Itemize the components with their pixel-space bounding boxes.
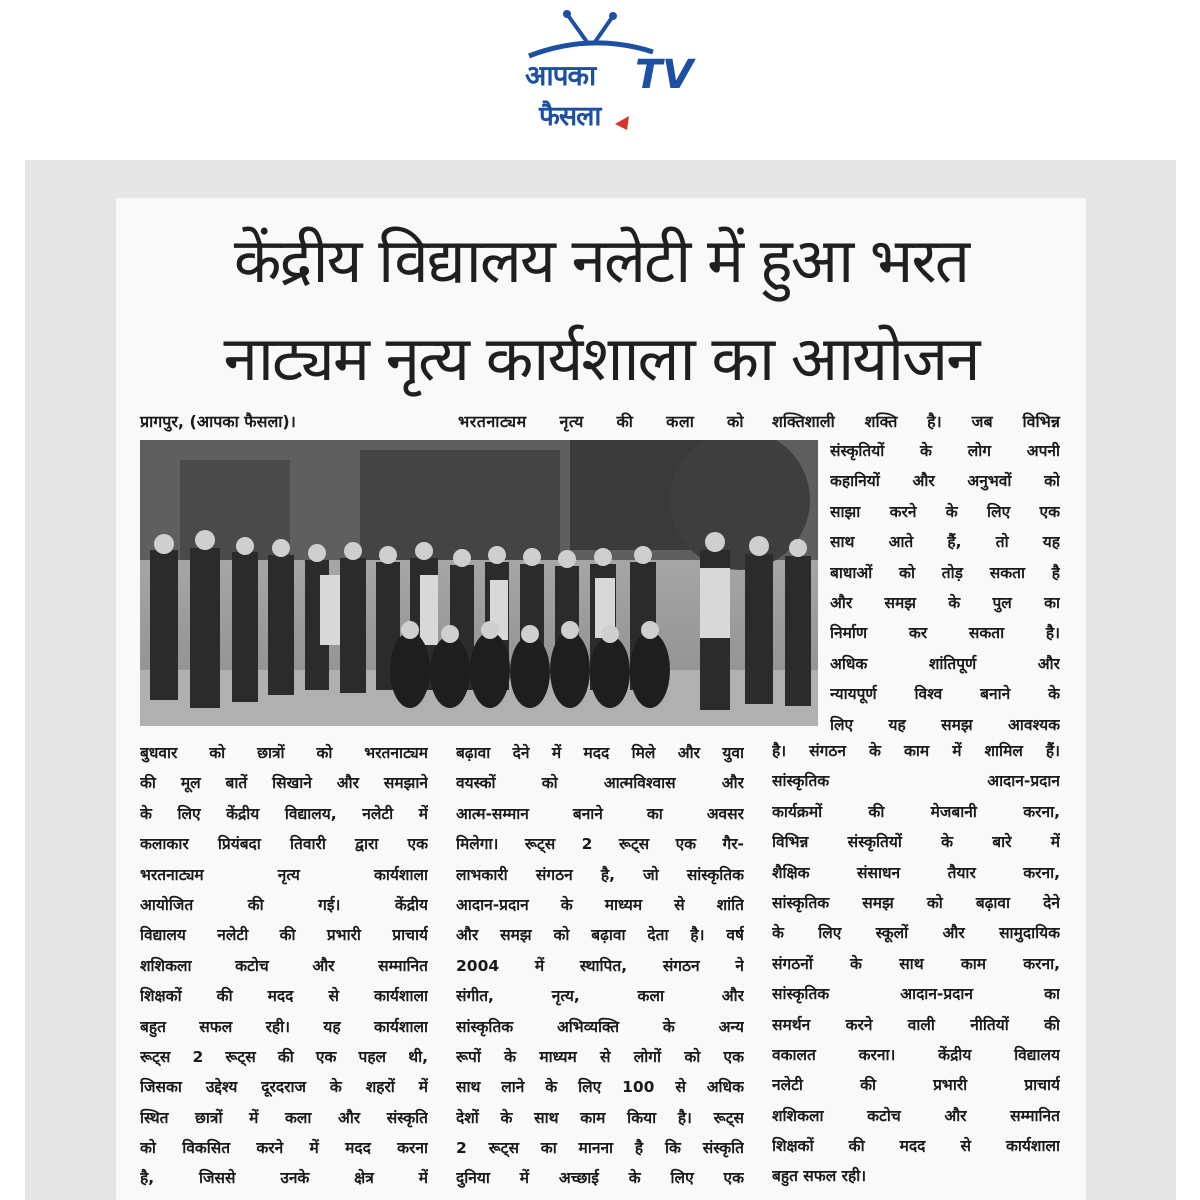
text-line: बहुत सफल रही। यह कार्यशाला: [140, 1017, 428, 1036]
middle-column: [456, 738, 744, 1194]
text-line: नलेटी की प्रभारी प्राचार्य: [772, 1076, 1060, 1095]
text-line: लाभकारी संगठन है, जो सांस्कृतिक: [456, 865, 744, 884]
text-line: के लिए केंद्रीय विद्यालय, नलेटी में: [140, 804, 428, 823]
text-line: शिक्षकों की मदद से कार्यशाला: [772, 1137, 1060, 1156]
text-line: साथ लाने के लिए 100 से अधिक: [456, 1078, 744, 1097]
right-column-lower: [772, 736, 1060, 1192]
text-line: की मूल बातें सिखाने और समझाने: [140, 774, 428, 793]
text-line: बाधाओं को तोड़ सकता है: [830, 563, 1060, 582]
text-line: संगठनों के साथ काम करना,: [772, 954, 1060, 973]
left-column: [140, 738, 428, 1194]
text-line: और समझ के पुल का: [830, 593, 1060, 612]
text-line: सांस्कृतिक समझ को बढ़ावा देने: [772, 893, 1060, 912]
text-line: बढ़ावा देने में मदद मिले और युवा: [456, 744, 744, 762]
brand-logo[interactable]: [515, 8, 694, 148]
text-line: कार्यक्रमों की मेजबानी करना,: [772, 802, 1060, 821]
text-line: दुनिया में अच्छाई के लिए एक: [456, 1169, 744, 1188]
text-line: 2004 में स्थापित, संगठन ने: [456, 956, 744, 975]
text-line: सांस्कृतिक अभिव्यक्ति के अन्य: [456, 1017, 744, 1036]
text-line: शैक्षिक संसाधन तैयार करना,: [772, 863, 1060, 882]
text-line: है। संगठन के काम में शामिल हैं।: [772, 742, 1060, 760]
article-headline: [128, 212, 1074, 408]
logo-tv-mark: TV: [635, 52, 694, 98]
text-line: रूपों के माध्यम से लोगों को एक: [456, 1047, 744, 1066]
text-line: है, जिससे उनके क्षेत्र में: [140, 1169, 428, 1188]
text-line: वकालत करना। केंद्रीय विद्यालय: [772, 1045, 1060, 1064]
text-line: सांस्कृतिक आदान-प्रदान का: [772, 985, 1060, 1004]
text-line: भरतनाट्यम नृत्य कार्यशाला: [140, 865, 428, 884]
text-line: बहुत सफल रही।: [772, 1167, 867, 1186]
text-line: शिक्षकों की मदद से कार्यशाला: [140, 987, 428, 1006]
text-line: वयस्कों को आत्मविश्वास और: [456, 774, 744, 793]
text-line: स्थित छात्रों में कला और संस्कृति: [140, 1108, 428, 1127]
text-line: लिए यह समझ आवश्यक: [830, 715, 1060, 734]
text-line: संस्कृतियों के लोग अपनी: [830, 442, 1060, 460]
text-line: कहानियों और अनुभवों को: [830, 472, 1060, 491]
text-line: शशिकला कटोच और सम्मानित: [772, 1106, 1060, 1125]
text-line: विद्यालय नलेटी की प्रभारी प्राचार्य: [140, 926, 428, 945]
headline-line-2: नाट्यम नृत्य कार्यशाला का आयोजन: [223, 322, 979, 395]
text-line: आयोजित की गई। केंद्रीय: [140, 895, 428, 914]
text-line: 2 रूट्स का मानना है कि संस्कृति: [456, 1139, 744, 1158]
text-line: समर्थन करने वाली नीतियों की: [772, 1015, 1060, 1034]
text-line: कलाकार प्रियंबदा तिवारी द्वारा एक: [140, 835, 428, 854]
group-photo: [140, 440, 818, 726]
text-line: आदान-प्रदान के माध्यम से शांति: [456, 895, 744, 914]
text-line: आत्म-सम्मान बनाने का अवसर: [456, 804, 744, 823]
text-line: और समझ को बढ़ावा देता है। वर्ष: [456, 926, 744, 945]
middle-column-first-line: भरतनाट्यम नृत्य की कला को: [458, 412, 744, 431]
text-line: जिसका उद्देश्य दूरदराज के शहरों में: [140, 1078, 428, 1097]
headline-line-1: केंद्रीय विद्यालय नलेटी में हुआ भरत: [233, 224, 969, 297]
text-line: शशिकला कटोच और सम्मानित: [140, 956, 428, 975]
logo-word-aapka: आपका: [525, 59, 596, 92]
right-column-first-line: शक्तिशाली शक्ति है। जब विभिन्न: [772, 412, 1060, 431]
text-line: साझा करने के लिए एक: [830, 502, 1060, 521]
text-line: के लिए स्कूलों और सामुदायिक: [772, 924, 1060, 943]
text-line: देशों के साथ काम किया है। रूट्स: [456, 1108, 744, 1127]
right-column-upper: [830, 436, 1060, 740]
text-line: को विकसित करने में मदद करना: [140, 1139, 428, 1158]
text-line: संगीत, नृत्य, कला और: [456, 987, 744, 1006]
logo-word-faisla: फैसला: [539, 101, 601, 132]
text-line: रूट्स 2 रूट्स की एक पहल थी,: [140, 1047, 428, 1066]
text-line: न्यायपूर्ण विश्व बनाने के: [830, 685, 1060, 704]
text-line: मिलेगा। रूट्स 2 रूट्स एक गैर-: [456, 835, 744, 854]
dateline: प्रागपुर, (आपका फैसला)।: [140, 412, 296, 431]
text-line: निर्माण कर सकता है।: [830, 624, 1060, 643]
text-line: साथ आते हैं, तो यह: [830, 533, 1060, 552]
text-line: सांस्कृतिक आदान-प्रदान: [772, 772, 1060, 791]
text-line: बुधवार को छात्रों को भरतनाट्यम: [140, 744, 428, 762]
text-line: अधिक शांतिपूर्ण और: [830, 654, 1060, 673]
text-line: विभिन्न संस्कृतियों के बारे में: [772, 833, 1060, 852]
